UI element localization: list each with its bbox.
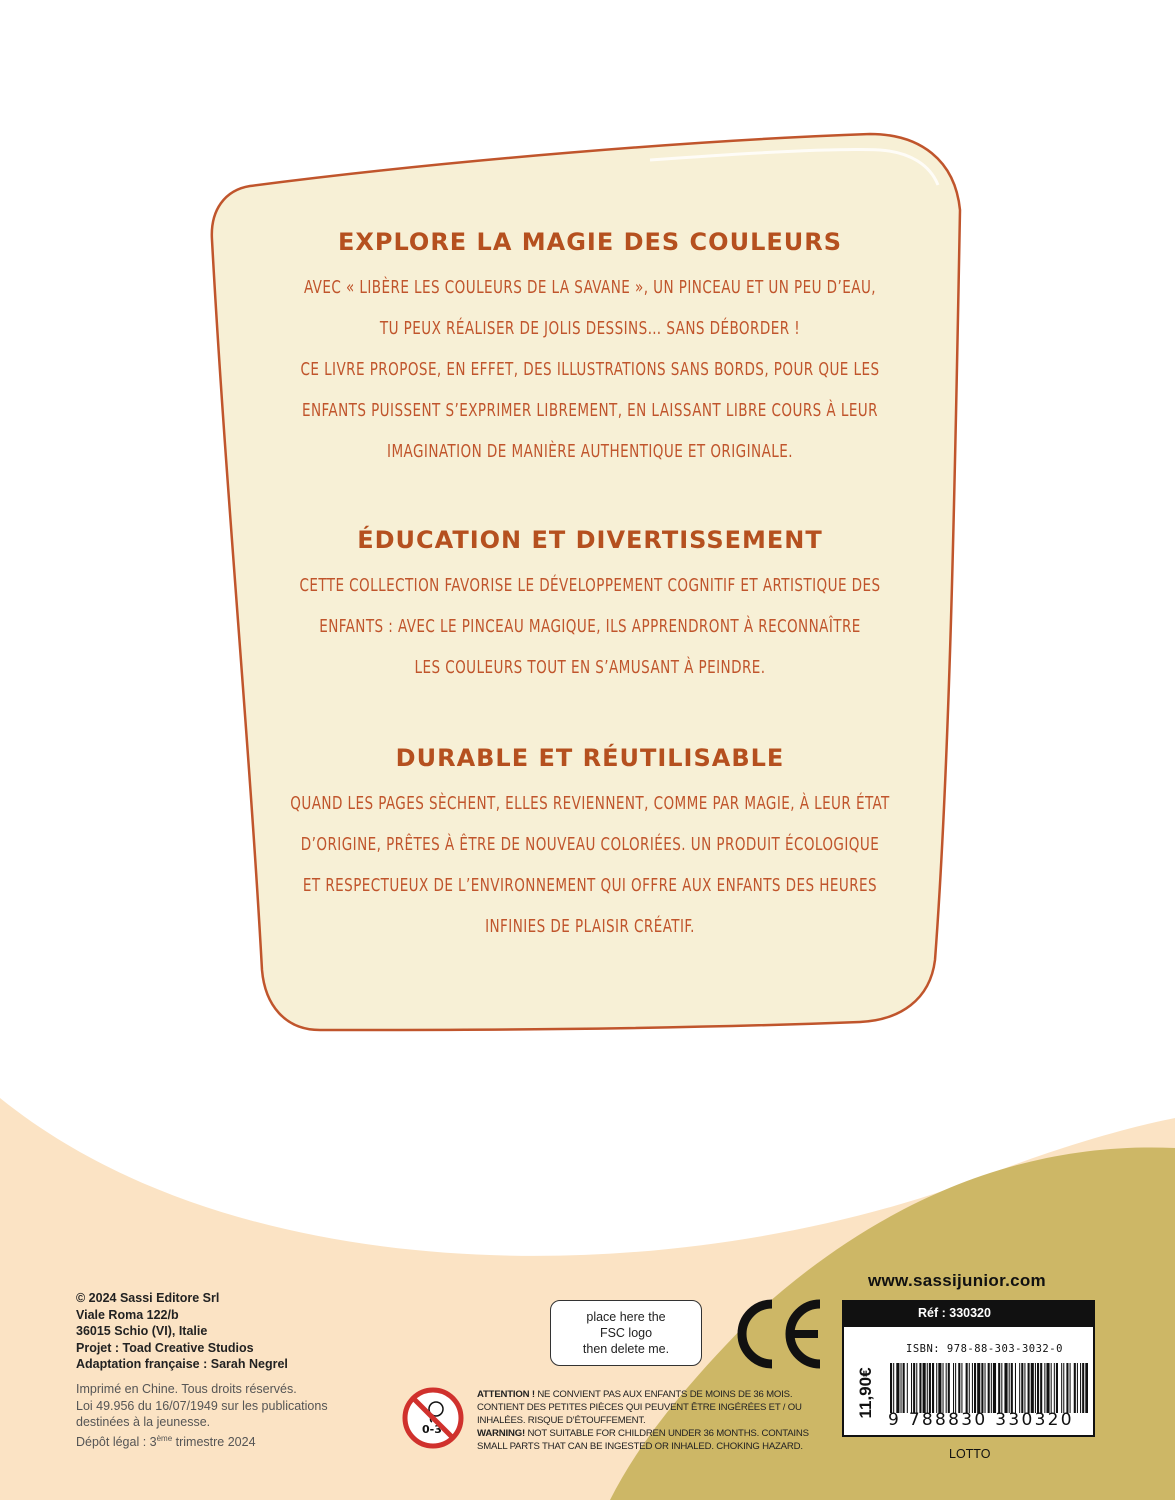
reference-number: Réf : 330320 bbox=[918, 1306, 991, 1320]
lotto-label: LOTTO bbox=[949, 1447, 991, 1461]
section-line: LES COULEURS TOUT EN S’AMUSANT À PEINDRE. bbox=[414, 658, 766, 678]
barcode-bar bbox=[955, 1363, 956, 1413]
barcode-bar bbox=[890, 1363, 892, 1413]
section-title: EXPLORE LA MAGIE DES COULEURS bbox=[337, 228, 843, 256]
barcode-bar bbox=[1024, 1363, 1025, 1413]
section-line: ET RESPECTUEUX DE L’ENVIRONNEMENT QUI OFFRE AUX ENFANTS DES HEURES bbox=[302, 876, 878, 896]
barcode-bar bbox=[1040, 1363, 1042, 1413]
barcode-bar bbox=[966, 1363, 968, 1413]
barcode-bar bbox=[998, 1363, 1000, 1413]
barcode-bar bbox=[943, 1363, 944, 1413]
barcode-bar bbox=[991, 1363, 992, 1413]
barcode-bar bbox=[896, 1363, 899, 1413]
fsc-line: place here the bbox=[586, 1310, 666, 1324]
barcode-bar bbox=[974, 1363, 976, 1413]
section-durable bbox=[240, 744, 940, 948]
barcode-bar bbox=[1019, 1363, 1020, 1413]
legal-line: destinées à la jeunesse. bbox=[76, 1415, 211, 1429]
barcode-bar bbox=[1015, 1363, 1016, 1413]
section-title: DURABLE ET RÉUTILISABLE bbox=[395, 744, 785, 772]
barcode-bar bbox=[1056, 1363, 1058, 1413]
barcode-bar bbox=[923, 1363, 926, 1413]
barcode-bar bbox=[1044, 1363, 1045, 1413]
barcode-bar bbox=[1031, 1363, 1034, 1413]
barcode-bar bbox=[1046, 1363, 1049, 1413]
section-line: TU PEUX RÉALISER DE JOLIS DESSINS… SANS DÉBORDER ! bbox=[379, 319, 801, 339]
barcode-bar bbox=[988, 1363, 990, 1413]
legal-deposit-sup: ème bbox=[156, 1433, 173, 1443]
section-education bbox=[240, 526, 940, 689]
barcode-bar bbox=[929, 1363, 931, 1413]
legal-line: Loi 49.956 du 16/07/1949 sur les publications bbox=[76, 1398, 328, 1413]
barcode-bar bbox=[938, 1363, 941, 1413]
website-link[interactable]: www.sassijunior.com bbox=[868, 1271, 1046, 1290]
legal-deposit bbox=[76, 1431, 328, 1451]
barcode-number: 9 788830 330320 bbox=[888, 1410, 1074, 1430]
barcode-bar bbox=[958, 1363, 960, 1413]
credit-line: Viale Roma 122/b bbox=[76, 1307, 179, 1322]
barcode-bar bbox=[1082, 1363, 1084, 1413]
barcode-bar bbox=[1074, 1363, 1076, 1413]
section-line: ENFANTS : AVEC LE PINCEAU MAGIQUE, ILS APPRENDRONT À RECONNAÎTRE bbox=[319, 617, 861, 637]
publisher-credits bbox=[76, 1290, 288, 1373]
barcode-bar bbox=[1070, 1363, 1071, 1413]
legal-deposit-prefix: Dépôt légal : 3 bbox=[76, 1434, 157, 1449]
barcode-bar bbox=[932, 1363, 934, 1413]
barcode-bar bbox=[911, 1363, 912, 1413]
barcode-bar bbox=[903, 1363, 905, 1413]
barcode-bar bbox=[1001, 1363, 1002, 1413]
section-line: INFINIES DE PLAISIR CRÉATIF. bbox=[485, 917, 695, 937]
barcode-bar bbox=[1021, 1363, 1023, 1413]
legal-line: Imprimé en Chine. Tous droits réservés. bbox=[76, 1382, 297, 1396]
barcode-image bbox=[888, 1363, 1088, 1413]
legal-notice bbox=[76, 1381, 328, 1450]
credit-line: Projet : Toad Creative Studios bbox=[76, 1340, 254, 1355]
barcode-bar bbox=[969, 1363, 970, 1413]
warning-fr-text: NE CONVIENT PAS AUX ENFANTS DE MOINS DE 36 MOIS. CONTIENT DES PETITES PIÈCES QUI PEUVENT ÊTRE INGÉRÉES ET / OU INHALÉES. RISQUE D’ÉTOUFFEMENT. bbox=[477, 1389, 802, 1426]
age-warning-icon bbox=[402, 1387, 464, 1449]
barcode-bar bbox=[1028, 1363, 1030, 1413]
barcode-bar bbox=[901, 1363, 902, 1413]
barcode-bar bbox=[1051, 1363, 1052, 1413]
fsc-line: then delete me. bbox=[582, 1342, 670, 1356]
warning-en-label: WARNING! bbox=[477, 1428, 525, 1439]
section-line: CE LIVRE PROPOSE, EN EFFET, DES ILLUSTRATIONS SANS BORDS, POUR QUE LES bbox=[300, 360, 880, 380]
isbn-text: ISBN: 978-88-303-3032-0 bbox=[906, 1343, 1063, 1355]
reference-bar bbox=[842, 1300, 1095, 1327]
section-line: D’ORIGINE, PRÊTES À ÊTRE DE NOUVEAU COLORIÉES. UN PRODUIT ÉCOLOGIQUE bbox=[300, 835, 880, 855]
section-line: AVEC « LIBÈRE LES COULEURS DE LA SAVANE », UN PINCEAU ET UN PEU D’EAU, bbox=[303, 278, 877, 298]
fsc-placeholder-box bbox=[550, 1300, 702, 1366]
barcode-bar bbox=[1077, 1363, 1078, 1413]
section-explore bbox=[240, 228, 940, 473]
barcode-bar bbox=[1085, 1363, 1088, 1413]
barcode-bar bbox=[927, 1363, 928, 1413]
price-label: 11,90€ bbox=[856, 1367, 875, 1419]
barcode-bar bbox=[948, 1363, 950, 1413]
section-line: QUAND LES PAGES SÈCHENT, ELLES REVIENNENT, COMME PAR MAGIE, À LEUR ÉTAT bbox=[290, 794, 890, 814]
safety-warning bbox=[477, 1388, 832, 1453]
section-line: ENFANTS PUISSENT S’EXPRIMER LIBREMENT, EN LAISSANT LIBRE COURS À LEUR bbox=[302, 401, 878, 421]
barcode-bar bbox=[1004, 1363, 1007, 1413]
credit-line: 36015 Schio (VI), Italie bbox=[76, 1324, 208, 1338]
barcode-bar bbox=[1054, 1363, 1055, 1413]
barcode-bar bbox=[1037, 1363, 1039, 1413]
ce-mark-icon bbox=[728, 1298, 828, 1370]
barcode-bar bbox=[977, 1363, 980, 1413]
barcode-bar bbox=[1011, 1363, 1013, 1413]
warning-fr-label: ATTENTION ! bbox=[477, 1389, 535, 1400]
barcode-bar bbox=[1009, 1363, 1010, 1413]
section-line: IMAGINATION DE MANIÈRE AUTHENTIQUE ET ORIGINALE. bbox=[387, 442, 793, 462]
barcode-bar bbox=[1066, 1363, 1068, 1413]
barcode-bar bbox=[1063, 1363, 1064, 1413]
legal-deposit-suffix: trimestre 2024 bbox=[172, 1434, 256, 1449]
age-icon-label: 0-3 bbox=[422, 1423, 442, 1436]
barcode-bar bbox=[916, 1363, 917, 1413]
barcode-bar bbox=[961, 1363, 962, 1413]
barcode-bar bbox=[1061, 1363, 1062, 1413]
credit-line: Adaptation française : Sarah Negrel bbox=[76, 1357, 288, 1371]
fsc-line: FSC logo bbox=[599, 1326, 653, 1340]
section-title: ÉDUCATION ET DIVERTISSEMENT bbox=[357, 526, 823, 554]
barcode-bar bbox=[993, 1363, 996, 1413]
barcode-bar bbox=[1080, 1363, 1081, 1413]
credit-line: © 2024 Sassi Editore Srl bbox=[76, 1291, 220, 1305]
warning-en-text: NOT SUITABLE FOR CHILDREN UNDER 36 MONTHS. CONTAINS SMALL PARTS THAT CAN BE INGESTED OR INHALED. CHOKING HAZARD. bbox=[477, 1428, 809, 1452]
barcode-bar bbox=[972, 1363, 973, 1413]
barcode-bar bbox=[893, 1363, 894, 1413]
isbn-barcode-box bbox=[842, 1327, 1095, 1437]
barcode-bar bbox=[936, 1363, 937, 1413]
barcode-bar bbox=[953, 1363, 954, 1413]
barcode-bar bbox=[907, 1363, 908, 1413]
section-line: CETTE COLLECTION FAVORISE LE DÉVELOPPEMENT COGNITIF ET ARTISTIQUE DES bbox=[299, 576, 881, 596]
barcode-bar bbox=[919, 1363, 921, 1413]
barcode-bar bbox=[913, 1363, 915, 1413]
barcode-bar bbox=[946, 1363, 947, 1413]
barcode-bar bbox=[981, 1363, 983, 1413]
barcode-bar bbox=[985, 1363, 986, 1413]
barcode-bar bbox=[1035, 1363, 1036, 1413]
